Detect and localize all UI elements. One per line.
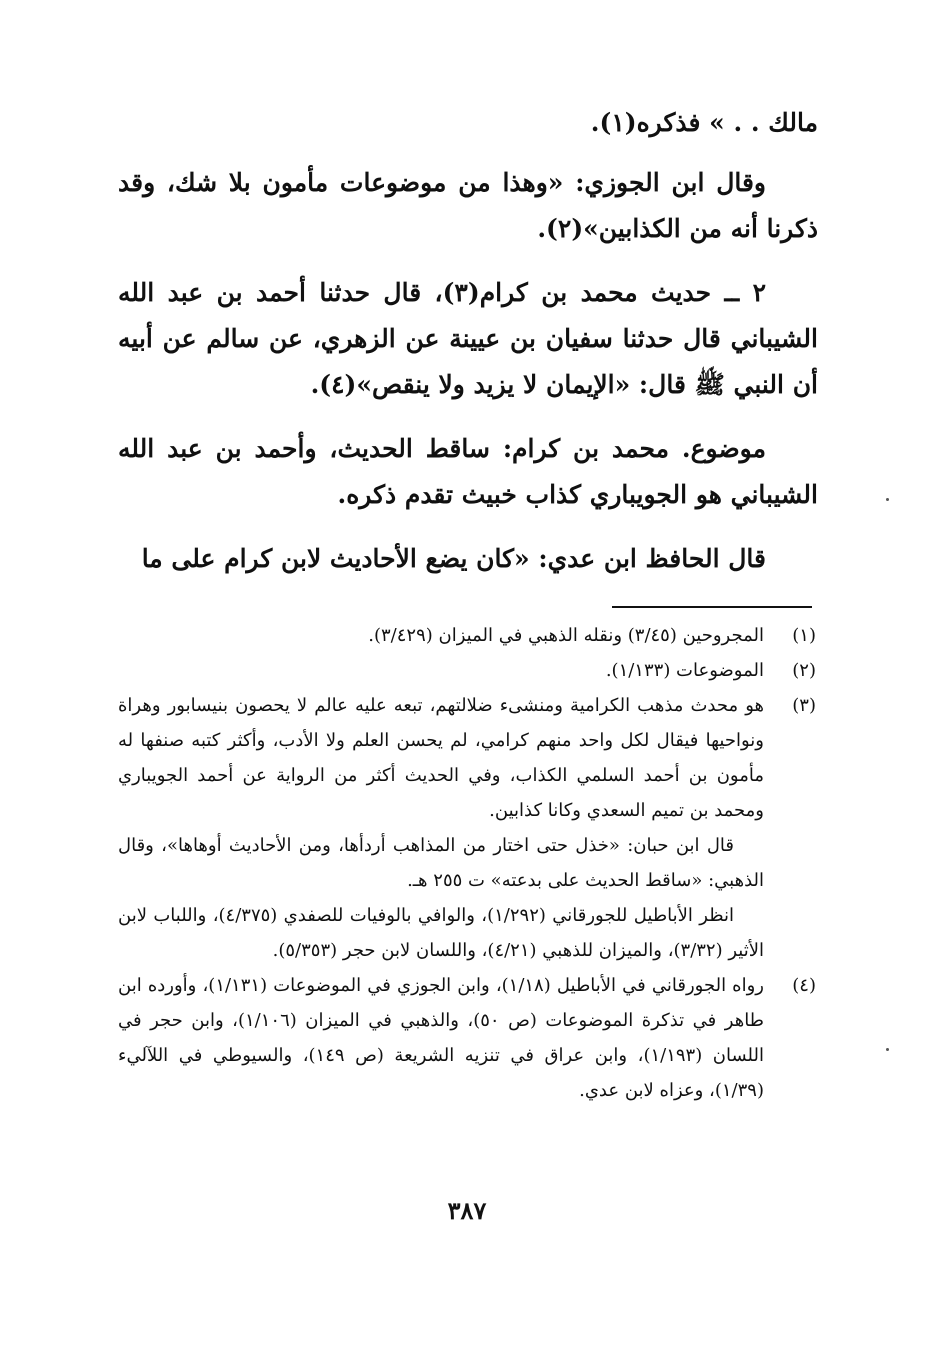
footnote-number: (٢) (792, 660, 816, 681)
footnote-text: قال ابن حبان: «خذل حتى اختار من المذاهب أردأها، ومن الأحاديث أوهاها»، وقال الذهبي: «ساقط الحديث على بدعته» ت ٢٥٥ هـ. (118, 835, 764, 891)
main-text (118, 100, 818, 600)
footnote-body (118, 618, 764, 653)
footnote-body (118, 688, 764, 968)
footnote-body (118, 653, 764, 688)
footnote-body (118, 968, 764, 1108)
footnote-text: المجروحين (٣/٤٥) ونقله الذهبي في الميزان (٣/٤٢٩). (368, 625, 764, 646)
footnote-text: رواه الجورقاني في الأباطيل (١/١٨)، وابن الجوزي في الموضوعات (١/١٣١)، وأورده ابن طاهر في تذكرة الموضوعات (ص ٥٠)، والذهبي في الميزان (١/١٠٦)، وابن حجر في اللسان (١/١٩٣)، وابن عراق في تنزيه الشريعة (ص ١٤٩)، والسيوطي في اللآليء (١/٣٩)، وعزاه لابن عدي. (118, 975, 765, 1101)
main-paragraph-5: قال الحافظ ابن عدي: «كان يضع الأحاديث لابن كرام على ما (141, 544, 766, 573)
main-paragraph-3: ٢ ــ حديث محمد بن كرام(٣)، قال حدثنا أحمد بن عبد الله الشيباني قال حدثنا سفيان بن عيينة عن الزهري، عن سالم عن أبيه أن النبي ﷺ قال: «الإيمان لا يزيد ولا ينقص»(٤). (118, 278, 818, 399)
scan-speck (886, 498, 889, 501)
page-number: ٣٨٧ (447, 1196, 487, 1225)
footnote-1 (118, 618, 816, 653)
footnote-number: (٤) (792, 975, 816, 996)
footnote-number: (١) (792, 625, 816, 646)
footnote-4 (118, 968, 816, 1108)
footnote-2 (118, 653, 816, 688)
footnote-3 (118, 688, 816, 968)
main-paragraph-1: مالك . . » فذكره(١). (590, 108, 818, 137)
footnote-text: الموضوعات (١/١٣٣). (605, 660, 764, 681)
footnotes (118, 618, 816, 1108)
main-paragraph-2: وقال ابن الجوزي: «وهذا من موضوعات مأمون بلا شك، وقد ذكرنا أنه من الكذابين»(٢). (118, 168, 818, 243)
footnote-text: انظر الأباطيل للجورقاني (١/٢٩٢)، والوافي بالوفيات للصفدي (٤/٣٧٥)، واللباب لابن الأثير (٣/٣٢)، والميزان للذهبي (٤/٢١)، واللسان لابن حجر (٥/٣٥٣). (118, 905, 764, 961)
footnote-separator (612, 606, 812, 608)
main-paragraph-4: موضوع. محمد بن كرام: ساقط الحديث، وأحمد بن عبد الله الشيباني هو الجويباري كذاب خبيث تقدم ذكره. (118, 434, 818, 509)
footnote-text: هو محدث مذهب الكرامية ومنشىء ضلالتهم، تبعه عليه عالم لا يحصون بنيسابور وهراة ونواحيها فيقال لكل واحد منهم كرامي، لم يحسن العلم ولا الأدب، وأكثر كتبه صنفها له مأمون بن أحمد السلمي الكذاب، وفي الحديث أكثر من الرواية عن أحمد الجويباري ومحمد بن تميم السعدي وكانا كذابين. (118, 695, 764, 821)
scan-speck (886, 1048, 889, 1051)
footnote-number: (٣) (792, 695, 816, 716)
